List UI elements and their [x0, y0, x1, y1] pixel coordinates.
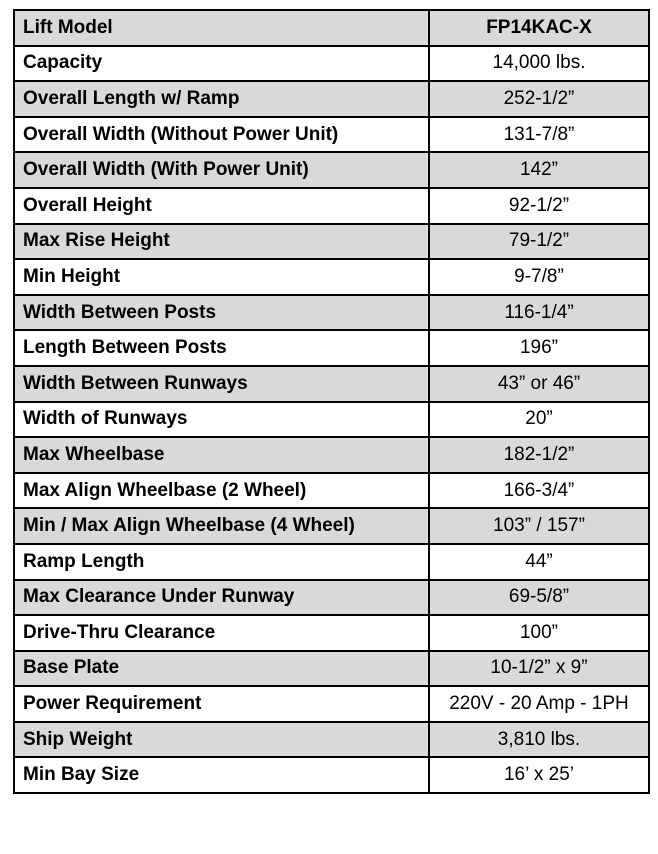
spec-value: 10-1/2” x 9”: [429, 651, 649, 687]
table-row: [14, 366, 649, 402]
spec-label: Ramp Length: [14, 544, 429, 580]
table-row: [14, 295, 649, 331]
table-row: [14, 473, 649, 509]
spec-value: 43” or 46”: [429, 366, 649, 402]
table-row: [14, 722, 649, 758]
spec-value: 131-7/8”: [429, 117, 649, 153]
spec-value: 103” / 157”: [429, 508, 649, 544]
table-row: [14, 508, 649, 544]
spec-value: 166-3/4”: [429, 473, 649, 509]
table-row: [14, 757, 649, 793]
table-row: [14, 259, 649, 295]
spec-value: 69-5/8”: [429, 580, 649, 616]
spec-value: 79-1/2”: [429, 224, 649, 260]
spec-value: 116-1/4”: [429, 295, 649, 331]
table-header-row: [14, 10, 649, 46]
spec-value: 14,000 lbs.: [429, 46, 649, 82]
spec-label: Max Rise Height: [14, 224, 429, 260]
spec-value: 182-1/2”: [429, 437, 649, 473]
spec-label: Min / Max Align Wheelbase (4 Wheel): [14, 508, 429, 544]
spec-value: 100”: [429, 615, 649, 651]
spec-label: Min Height: [14, 259, 429, 295]
spec-value: 16’ x 25’: [429, 757, 649, 793]
table-row: [14, 651, 649, 687]
table-row: [14, 188, 649, 224]
spec-label: Overall Length w/ Ramp: [14, 81, 429, 117]
table-row: [14, 615, 649, 651]
spec-label: Min Bay Size: [14, 757, 429, 793]
spec-value: 142”: [429, 152, 649, 188]
table-row: [14, 402, 649, 438]
header-label-cell: Lift Model: [14, 10, 429, 46]
spec-label: Overall Width (With Power Unit): [14, 152, 429, 188]
table-row: [14, 117, 649, 153]
header-value-cell: FP14KAC-X: [429, 10, 649, 46]
spec-label: Max Wheelbase: [14, 437, 429, 473]
table-row: [14, 330, 649, 366]
spec-label: Base Plate: [14, 651, 429, 687]
table-row: [14, 580, 649, 616]
spec-label: Width Between Posts: [14, 295, 429, 331]
spec-label: Width of Runways: [14, 402, 429, 438]
spec-label: Drive-Thru Clearance: [14, 615, 429, 651]
spec-label: Overall Width (Without Power Unit): [14, 117, 429, 153]
spec-label: Overall Height: [14, 188, 429, 224]
table-row: [14, 437, 649, 473]
spec-label: Max Align Wheelbase (2 Wheel): [14, 473, 429, 509]
spec-label: Ship Weight: [14, 722, 429, 758]
spec-label: Length Between Posts: [14, 330, 429, 366]
spec-label: Width Between Runways: [14, 366, 429, 402]
spec-label: Capacity: [14, 46, 429, 82]
spec-label: Power Requirement: [14, 686, 429, 722]
spec-value: 20”: [429, 402, 649, 438]
spec-value: 9-7/8”: [429, 259, 649, 295]
spec-value: 196”: [429, 330, 649, 366]
table-row: [14, 224, 649, 260]
table-row: [14, 152, 649, 188]
spec-value: 3,810 lbs.: [429, 722, 649, 758]
spec-value: 252-1/2”: [429, 81, 649, 117]
spec-value: 220V - 20 Amp - 1PH: [429, 686, 649, 722]
table-row: [14, 544, 649, 580]
table-row: [14, 81, 649, 117]
table-row: [14, 686, 649, 722]
spec-value: 92-1/2”: [429, 188, 649, 224]
table-row: [14, 46, 649, 82]
spec-value: 44”: [429, 544, 649, 580]
lift-spec-table: [13, 9, 650, 794]
spec-label: Max Clearance Under Runway: [14, 580, 429, 616]
